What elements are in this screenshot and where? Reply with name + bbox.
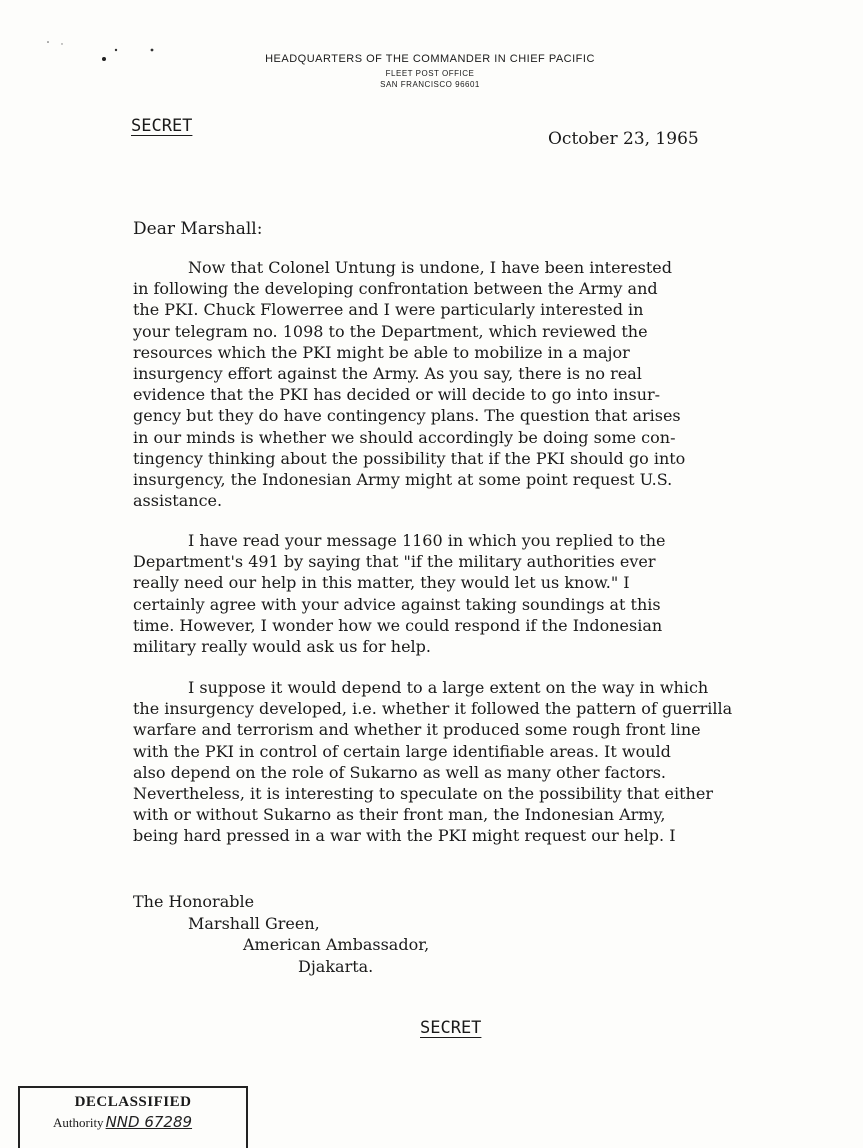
text-line: Department's 491 by saying that "if the military authorities ever — [133, 552, 656, 572]
text-line: your telegram no. 1098 to the Department, which reviewed the — [133, 321, 648, 341]
classification-bottom: SECRET — [420, 1018, 482, 1038]
text-line: insurgency effort against the Army. As you say, there is no real — [133, 364, 642, 384]
text-line: military really would ask us for help. — [133, 637, 431, 657]
paragraph-2 — [133, 530, 818, 657]
text-line: also depend on the role of Sukarno as well as many other factors. — [133, 762, 667, 782]
stamp-title: DECLASSIFIED — [74, 1094, 192, 1110]
recipient-address — [133, 891, 429, 977]
letterhead-fpo: FLEET POST OFFICE — [385, 69, 475, 78]
salutation: Dear Marshall: — [133, 219, 263, 239]
address-line: Djakarta. — [298, 956, 374, 976]
text-line: Nevertheless, it is interesting to speculate on the possibility that either — [133, 784, 713, 804]
text-line: tingency thinking about the possibility that if the PKI should go into — [133, 448, 686, 468]
letterhead-city: SAN FRANCISCO 96601 — [380, 80, 480, 89]
text-line: in following the developing confrontation between the Army and — [133, 279, 658, 299]
text-line: I have read your message 1160 in which you replied to the — [188, 531, 666, 550]
letter-date: October 23, 1965 — [548, 129, 699, 149]
text-line: certainly agree with your advice against taking soundings at this — [133, 594, 661, 614]
text-line: really need our help in this matter, they would let us know." I — [133, 573, 630, 593]
text-line: being hard pressed in a war with the PKI might request our help. I — [133, 826, 676, 846]
text-line: with the PKI in control of certain large identifiable areas. It would — [133, 741, 671, 761]
address-line: American Ambassador, — [243, 935, 430, 954]
paragraph-3 — [133, 677, 818, 847]
text-line: assistance. — [133, 491, 223, 511]
text-line: in our minds is whether we should accordingly be doing some con- — [133, 427, 676, 447]
letterhead-title: HEADQUARTERS OF THE COMMANDER IN CHIEF PACIFIC — [265, 53, 595, 65]
text-line: the insurgency developed, i.e. whether it followed the pattern of guerrilla — [133, 699, 733, 719]
address-line: Marshall Green, — [188, 913, 320, 933]
scan-specks — [40, 36, 160, 66]
text-line: time. However, I wonder how we could respond if the Indonesian — [133, 615, 663, 635]
address-line: The Honorable — [133, 892, 255, 911]
text-line: insurgency, the Indonesian Army might at some point request U.S. — [133, 470, 673, 490]
stamp-authority-value: NND 67289 — [105, 1113, 193, 1131]
stamp-authority — [53, 1113, 246, 1131]
stamp-authority-label: Authority — [53, 1115, 104, 1130]
text-line: I suppose it would depend to a large extent on the way in which — [188, 678, 709, 697]
text-line: with or without Sukarno as their front man, the Indonesian Army, — [133, 805, 666, 825]
text-line: resources which the PKI might be able to mobilize in a major — [133, 342, 630, 362]
declassified-stamp — [18, 1086, 248, 1148]
text-line: warfare and terrorism and whether it produced some rough front line — [133, 720, 701, 740]
text-line: the PKI. Chuck Flowerree and I were particularly interested in — [133, 300, 644, 320]
letterhead — [200, 53, 660, 90]
paragraph-1 — [133, 257, 818, 511]
text-line: gency but they do have contingency plans. The question that arises — [133, 406, 681, 426]
text-line: Now that Colonel Untung is undone, I have been interested — [188, 258, 673, 277]
classification-top: SECRET — [131, 116, 193, 136]
text-line: evidence that the PKI has decided or will decide to go into insur- — [133, 385, 661, 405]
